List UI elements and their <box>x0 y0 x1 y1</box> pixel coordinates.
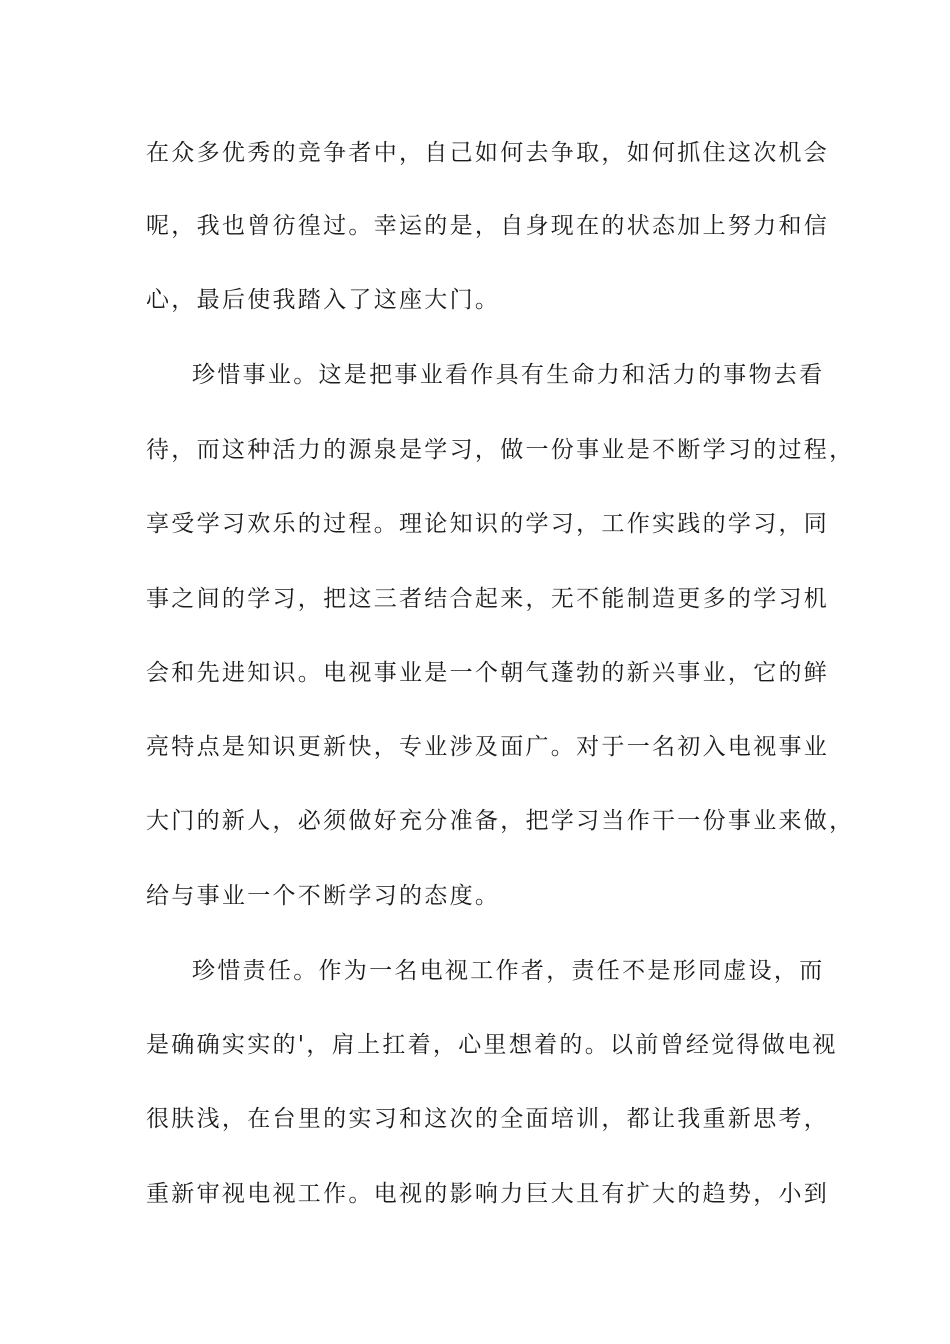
paragraph-first-line: 珍惜事业。这是把事业看作具有生命力和活力的事物去看 <box>192 362 825 388</box>
text-line: 心，最后使我踏入了这座大门。 <box>146 287 501 313</box>
text-line: 享受学习欢乐的过程。理论知识的学习，工作实践的学习，同 <box>146 511 830 537</box>
text-line: 在众多优秀的竞争者中，自己如何去争取，如何抓住这次机会 <box>146 140 830 166</box>
text-line: 大门的新人，必须做好充分准备，把学习当作干一份事业来做， <box>146 808 855 834</box>
text-line: 呢，我也曾彷徨过。幸运的是，自身现在的状态加上努力和信 <box>146 213 830 239</box>
text-line: 重新审视电视工作。电视的影响力巨大且有扩大的趋势，小到 <box>146 1181 830 1207</box>
text-line: 待，而这种活力的源泉是学习，做一份事业是不断学习的过程， <box>146 437 855 463</box>
paragraph-first-line: 珍惜责任。作为一名电视工作者，责任不是形同虚设，而 <box>192 958 825 984</box>
text-line: 会和先进知识。电视事业是一个朝气蓬勃的新兴事业，它的鲜 <box>146 660 830 686</box>
text-line: 亮特点是知识更新快，专业涉及面广。对于一名初入电视事业 <box>146 734 830 760</box>
text-line: 很肤浅，在台里的实习和这次的全面培训，都让我重新思考， <box>146 1106 830 1132</box>
text-line: 给与事业一个不断学习的态度。 <box>146 883 501 909</box>
text-line: 是确确实实的'，肩上扛着，心里想着的。以前曾经觉得做电视 <box>146 1032 838 1058</box>
text-line: 事之间的学习，把这三者结合起来，无不能制造更多的学习机 <box>146 586 830 612</box>
